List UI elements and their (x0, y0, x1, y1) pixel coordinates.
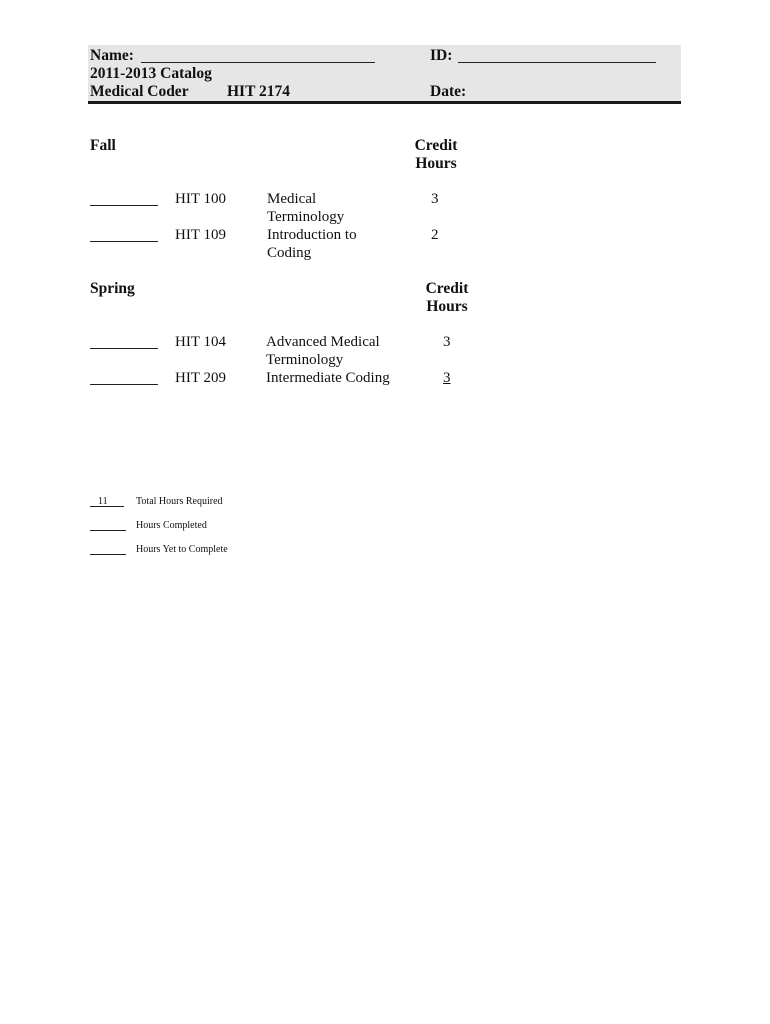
total-hours-value: 11 (98, 496, 108, 507)
fall-heading: Fall (90, 137, 116, 154)
catalog-label: 2011-2013 Catalog (90, 65, 212, 82)
program-code: HIT 2174 (227, 83, 291, 100)
spring-heading: Spring (90, 280, 135, 297)
date-label: Date: (430, 83, 467, 100)
spring-course-1-credits: 3 (443, 334, 451, 350)
fall-course-1-title: Medical Terminology (267, 191, 345, 225)
fall-course-1-credits: 3 (431, 191, 439, 207)
spring-credit-heading: Credit Hours (425, 280, 469, 315)
hours-remaining-label: Hours Yet to Complete (136, 544, 228, 555)
header-divider (88, 101, 681, 104)
spring-course-1-title: Advanced Medical Terminology (266, 334, 380, 368)
id-field[interactable] (458, 62, 656, 63)
name-label: Name: (90, 47, 134, 64)
name-field[interactable] (141, 62, 375, 63)
hours-completed-label: Hours Completed (136, 520, 207, 531)
id-label: ID: (430, 47, 453, 64)
fall-course-1-check-blank[interactable] (90, 205, 158, 206)
fall-credit-heading: Credit Hours (414, 137, 458, 172)
spring-course-2-check-blank[interactable] (90, 384, 158, 385)
total-hours-label: Total Hours Required (136, 496, 223, 507)
fall-course-2-credits: 2 (431, 227, 439, 243)
fall-course-2-check-blank[interactable] (90, 241, 158, 242)
spring-course-2-code: HIT 209 (175, 370, 226, 386)
program-label: Medical Coder (90, 83, 189, 100)
spring-course-1-code: HIT 104 (175, 334, 226, 350)
spring-course-1-check-blank[interactable] (90, 348, 158, 349)
fall-course-2-code: HIT 109 (175, 227, 226, 243)
hours-remaining-blank[interactable] (90, 554, 126, 555)
fall-course-2-title: Introduction to Coding (267, 227, 357, 261)
hours-completed-blank[interactable] (90, 530, 126, 531)
fall-course-1-code: HIT 100 (175, 191, 226, 207)
spring-course-2-title: Intermediate Coding (266, 370, 390, 386)
spring-course-2-credits: 3 (443, 370, 451, 386)
